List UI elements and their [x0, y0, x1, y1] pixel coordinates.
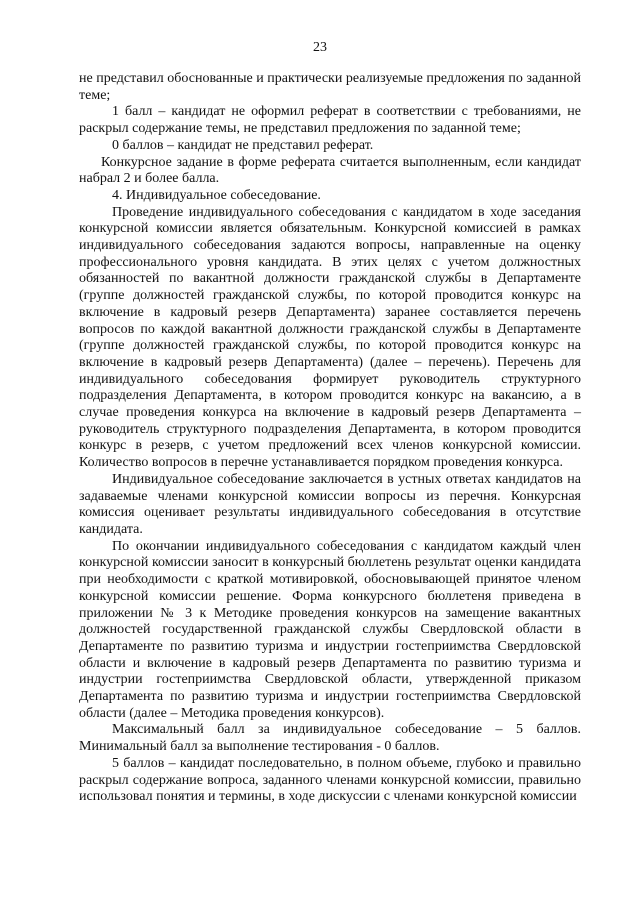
paragraph-score-5: 5 баллов – кандидат последовательно, в полном объеме, глубоко и правильно раскрыл содержание вопроса, заданного членами конкурсной комиссии, правильно использовал понятия и термины, в ходе дискуссии с членами конкурсной комиссии — [79, 755, 581, 805]
paragraph-essay-passed: Конкурсное задание в форме реферата считается выполненным, если кандидат набрал 2 и более балла. — [79, 154, 581, 187]
paragraph-interview-answers: Индивидуальное собеседование заключается в устных ответах кандидатов на задаваемые членами конкурсной комиссии вопросы из перечня. Конкурсная комиссия оценивает результаты индивидуального собеседования в отсутствие кандидата. — [79, 471, 581, 537]
paragraph-ballot: По окончании индивидуального собеседования с кандидатом каждый член конкурсной комиссии заносит в конкурсный бюллетень результат оценки кандидата при необходимости с краткой мотивировкой, обосновывающей принятое членом конкурсной комиссии решение. Форма конкурсного бюллетеня приведена в приложении № 3 к Методике проведения конкурсов на замещение вакантных должностей государственной гражданской службы Свердловской области в Департаменте по развитию туризма и индустрии гостеприимства Свердловской области и включение в кадровый резерв Департамента по развитию туризма и индустрии гостеприимства Свердловской области, утвержденной приказом Департамента по развитию туризма и индустрии гостеприимства Свердловской области (далее – Методика проведения конкурсов). — [79, 538, 581, 721]
section-heading-interview: 4. Индивидуальное собеседование. — [112, 187, 321, 203]
paragraph-max-score: Максимальный балл за индивидуальное собеседование – 5 баллов. Минимальный балл за выполнение тестирования - 0 баллов. — [79, 722, 581, 755]
document-body — [79, 71, 581, 806]
paragraph-continuation: не представил обоснованные и практически реализуемые предложения по заданной теме; — [79, 71, 581, 103]
paragraph-interview-procedure: Проведение индивидуального собеседования с кандидатом в ходе заседания конкурсной комиссии является обязательным. Конкурсной комиссией в рамках индивидуального собеседования задаются вопросы, направленные на оценку профессионального уровня кандидата. В этих целях с учетом должностных обязанностей по вакантной должности гражданской службы в Департаменте (группе должностей гражданской службы, по которой проводится конкурс на включение в кадровый резерв Департамента) заранее составляется перечень вопросов по каждой вакантной должности гражданской службы в Департаменте (группе должностей гражданской службы, по которой проводится конкурс на включение в кадровый резерв Департамента) (далее – перечень). Перечень для индивидуального собеседования формирует руководитель структурного подразделения Департамента, в котором проводится конкурс на вакансию, а в случае проведения конкурса на включение в кадровый резерв Департамента – руководитель структурного подразделения Департамента, в котором проводится конкурс в резерв, с учетом предложений всех членов конкурсной комиссии. Количество вопросов в перечне устанавливается порядком проведения конкурса. — [79, 204, 581, 471]
page-number: 23 — [313, 40, 327, 55]
paragraph-score-0: 0 баллов – кандидат не представил реферат. — [112, 137, 374, 153]
paragraph-score-1: 1 балл – кандидат не оформил реферат в соответствии с требованиями, не раскрыл содержание темы, не представил предложения по заданной теме; — [79, 104, 581, 137]
